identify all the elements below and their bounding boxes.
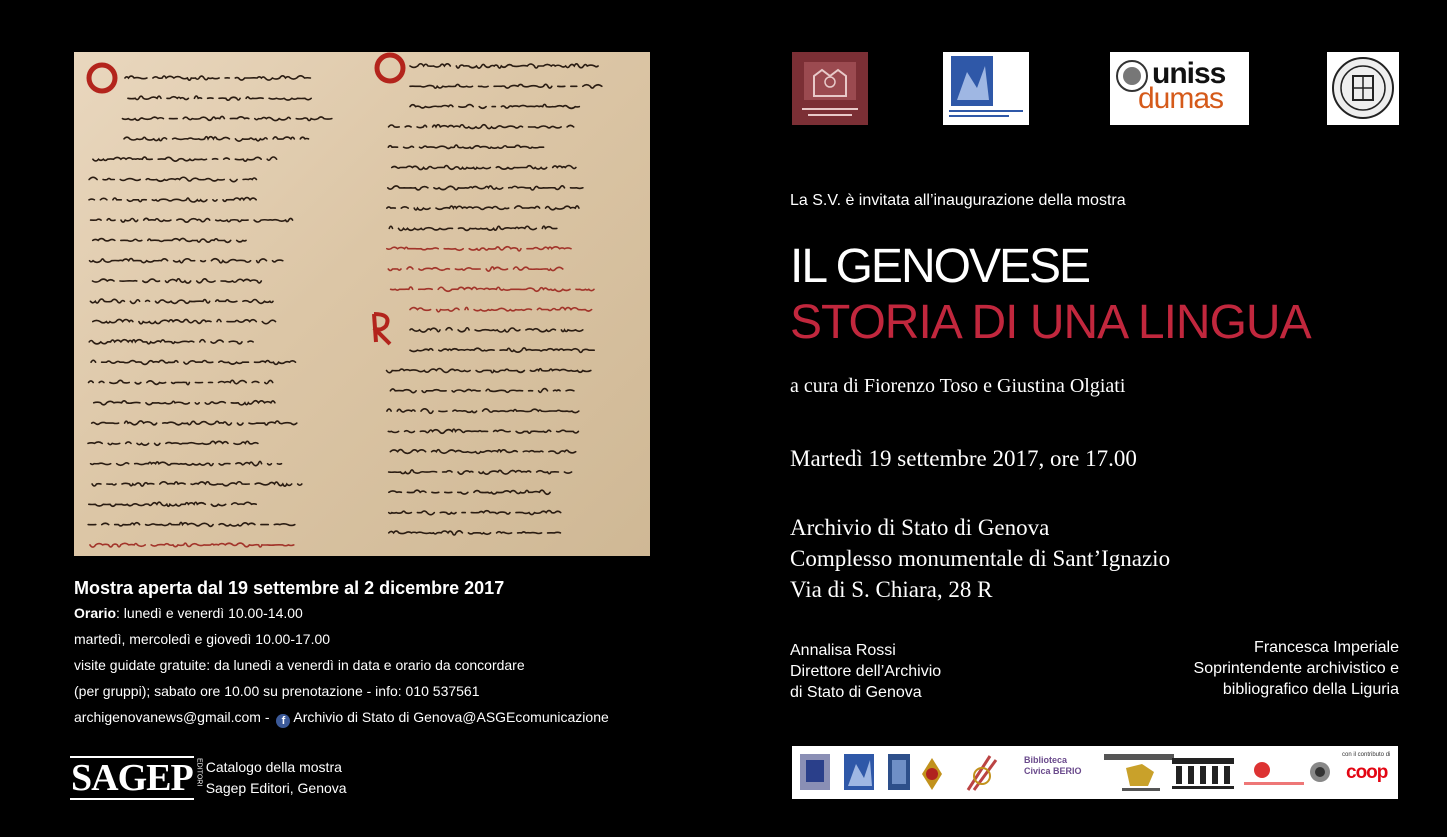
exhibit-info xyxy=(74,576,674,730)
uniss-dumas-logo xyxy=(1110,52,1249,125)
exhibition-title: IL GENOVESE xyxy=(790,240,1089,293)
signatory-right-role-2: bibliografico della Liguria xyxy=(1222,681,1399,698)
coop-caption: con il contributo di xyxy=(1342,752,1391,758)
hours-line-1 xyxy=(74,600,674,626)
seal-logo xyxy=(1327,52,1399,125)
sponsor-logo-9 xyxy=(1244,762,1304,785)
sagep-logo-sub: EDITORI xyxy=(195,758,203,787)
venue-line-1: Archivio di Stato di Genova xyxy=(790,515,1050,540)
signatory-right-role-1: Soprintendente archivistico e xyxy=(1193,660,1399,677)
tours-2: (per gruppi); sabato ore 10.00 su prenotazione - info: 010 537561 xyxy=(74,683,480,699)
signatory-left-role-2: di Stato di Genova xyxy=(790,684,922,701)
catalog-label: Catalogo della mostra xyxy=(205,759,342,775)
hours-label: Orario xyxy=(74,605,117,621)
tours-1: visite guidate gratuite: da lunedì a venerdì in data e orario da concordare xyxy=(74,657,525,673)
exhibition-subtitle: STORIA DI UNA LINGUA xyxy=(790,296,1311,349)
biblioteca-berio-logo: Biblioteca Civica BERIO xyxy=(1024,755,1082,776)
venue-line-3: Via di S. Chiara, 28 R xyxy=(790,577,993,602)
sagep-logo: SAGEP xyxy=(71,757,193,799)
venue-line-2: Complesso monumentale di Sant’Ignazio xyxy=(790,546,1171,571)
facebook-icon: f xyxy=(276,714,290,728)
uniss-text: uniss xyxy=(1152,57,1226,90)
sponsor-logo-10 xyxy=(1310,762,1330,782)
facebook-link[interactable]: Archivio di Stato di Genova@ASGEcomunicazione xyxy=(293,709,609,725)
exhibit-dates: Mostra aperta dal 19 settembre al 2 dicembre 2017 xyxy=(74,578,505,598)
sponsor-logo-2 xyxy=(844,754,874,790)
sponsor-logos-strip xyxy=(792,746,1398,799)
email-link[interactable]: archigenovanews@gmail.com - xyxy=(74,709,270,725)
archivio-stato-logo xyxy=(792,52,868,125)
publisher-block xyxy=(70,756,347,800)
soprintendenza-logo xyxy=(943,52,1029,125)
curators: a cura di Fiorenzo Toso e Giustina Olgiati xyxy=(790,375,1126,397)
signatory-left xyxy=(790,640,941,703)
signatory-right xyxy=(1194,637,1399,700)
sponsor-logo-5 xyxy=(968,756,996,790)
sponsor-logo-3 xyxy=(888,754,910,790)
sponsor-logo-8 xyxy=(1172,758,1234,789)
signatory-left-role-1: Direttore dell’Archivio xyxy=(790,663,942,680)
publisher-text xyxy=(206,757,347,799)
event-date: Martedì 19 settembre 2017, ore 17.00 xyxy=(790,446,1137,471)
hours-2: martedì, mercoledì e giovedì 10.00-17.00 xyxy=(74,631,331,647)
manuscript-image xyxy=(74,52,650,556)
sponsor-logo-7 xyxy=(1104,754,1174,791)
sponsor-logo-1 xyxy=(800,754,830,790)
dumas-text: dumas xyxy=(1138,82,1224,115)
invite-text: La S.V. è invitata all’inaugurazione della mostra xyxy=(790,192,1126,209)
signatory-right-name: Francesca Imperiale xyxy=(1254,639,1399,656)
sponsor-logo-4 xyxy=(922,758,942,790)
signatory-left-name: Annalisa Rossi xyxy=(790,642,896,659)
coop-logo: coop xyxy=(1346,762,1388,783)
venue xyxy=(790,512,1170,605)
contact-line xyxy=(74,704,674,730)
publisher-name: Sagep Editori, Genova xyxy=(205,780,347,796)
hours-1: : lunedì e venerdì 10.00-14.00 xyxy=(116,605,303,621)
